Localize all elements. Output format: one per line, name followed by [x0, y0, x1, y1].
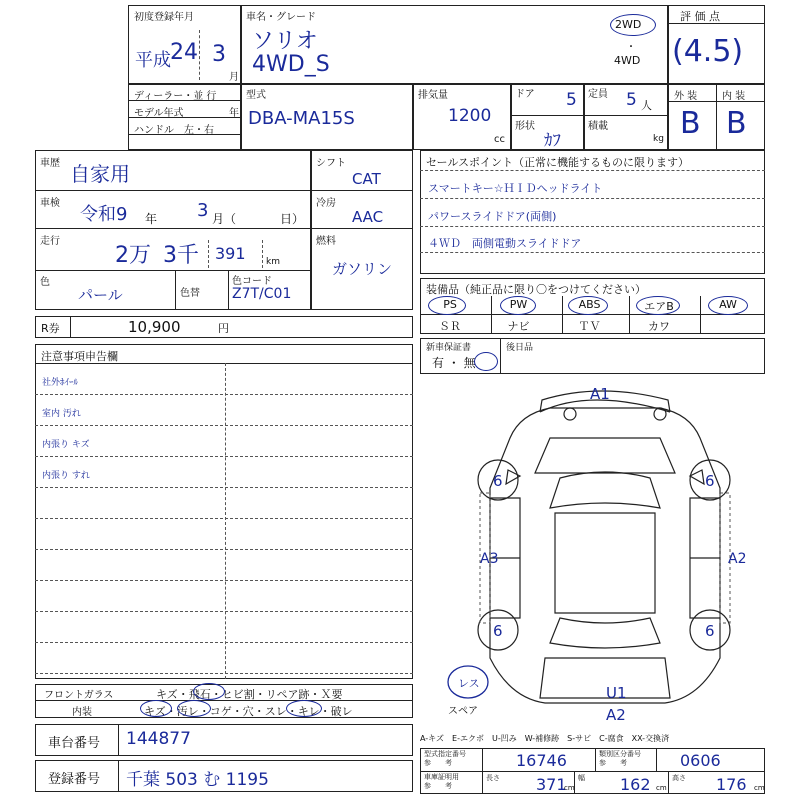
height-unit: cm — [754, 784, 765, 792]
inspection-month: 3 — [197, 200, 209, 221]
equip-navi: ナビ — [507, 320, 530, 333]
interior-damage-label: 内装 — [72, 707, 92, 718]
note-rule-line — [35, 642, 413, 643]
shift-value: CAT — [352, 170, 381, 188]
type-value: DBA-MA15S — [248, 108, 355, 129]
registration-label: 登録番号 — [48, 772, 101, 787]
note-rule-line — [35, 580, 413, 581]
eval-label: 評 価 点 — [680, 10, 720, 23]
drive-4wd: 4WD — [614, 54, 641, 67]
interior-damage-options: キズ・汚レ・コゲ・穴・スレ・キレ・破レ — [144, 705, 353, 718]
chassis-label: 車台番号 — [48, 736, 101, 751]
damage-diagram — [420, 378, 765, 723]
fuel-value: ガソリン — [332, 260, 393, 278]
exterior-grade: B — [680, 106, 701, 141]
capacity-value: 5 — [626, 90, 637, 110]
reg-date-label: 初度登録年月 — [134, 12, 194, 23]
color-value: パール — [78, 286, 123, 304]
tire-rear-left: 6 — [493, 622, 503, 640]
equip-leather: カワ — [648, 320, 670, 333]
damage-u1: U1 — [606, 684, 627, 702]
stone-chip-circle — [193, 683, 225, 700]
shape-label: 形状 — [515, 121, 535, 132]
damage-a2-rear: A2 — [606, 706, 626, 723]
damage-a3: A3 — [480, 551, 499, 567]
cert-label: 車庫証明用 参 考 — [424, 773, 459, 790]
class-value: 0606 — [680, 751, 721, 770]
load-label: 積載 — [588, 121, 608, 132]
displacement-label: 排気量 — [418, 90, 448, 101]
type-cert-label: 型式指定番号 参 考 — [424, 750, 466, 767]
fuel-label: 燃料 — [316, 236, 336, 247]
inspection-era: 令和9 — [80, 204, 128, 225]
note-rule-line — [35, 611, 413, 612]
spare-label: スペア — [448, 706, 478, 717]
warranty-label: 新車保証書 — [426, 343, 472, 353]
equip-abs: ABS — [578, 298, 601, 311]
equip-sr: ＳＲ — [439, 320, 461, 333]
class-label: 類別区分番号 参 考 — [599, 750, 641, 767]
ac-value: AAC — [352, 208, 384, 226]
inspection-month-unit: 月（ — [212, 212, 237, 226]
displacement-unit: cc — [494, 134, 505, 145]
warranty-none-circle — [474, 352, 498, 371]
manual-label: 後日品 — [506, 343, 534, 353]
note-line-4: 内張り すれ — [42, 471, 90, 481]
type-cert-value: 16746 — [516, 751, 567, 770]
type-label: 型式 — [246, 90, 266, 101]
registration-value: 千葉 503 む 1195 — [126, 770, 269, 790]
equip-tv: ＴＶ — [578, 320, 601, 333]
reg-month-unit: 月 — [229, 72, 239, 83]
damage-legend: A-キズ E-エクボ U-凹み W-補修跡 S-サビ C-腐食 XX-交換済 — [420, 734, 670, 743]
dealer-label: ディーラー・並 行 — [134, 91, 217, 102]
interior-stain-circle — [177, 700, 211, 717]
note-line-1: 社外ﾎｲｰﾙ — [42, 378, 79, 388]
mileage-label: 走行 — [40, 236, 60, 247]
reg-era: 平成 — [135, 50, 171, 71]
mileage-rest: 391 — [215, 244, 246, 263]
equip-ps: PS — [443, 298, 457, 311]
interior-label: 内 装 — [722, 91, 746, 102]
shape-value: ｶﾌ — [544, 131, 561, 151]
interior-grade: B — [726, 106, 747, 141]
warranty-value: 有 ・ 無 — [432, 356, 476, 370]
recycle-unit: 円 — [218, 322, 229, 335]
length-label: 長さ — [486, 774, 500, 782]
height-label: 高さ — [672, 774, 686, 782]
door-value: 5 — [566, 90, 577, 110]
drive-dot: ・ — [626, 42, 636, 53]
door-label: ドア — [515, 89, 535, 100]
interior-rub-circle — [286, 700, 322, 717]
mileage-unit: km — [266, 257, 280, 267]
recycle-label: R券 — [41, 322, 60, 335]
inspection-day-unit: 日） — [280, 212, 305, 226]
inspection-label: 車検 — [40, 198, 60, 209]
handle-label: ハンドル 左・右 — [134, 125, 214, 136]
eval-score: (4.5) — [672, 34, 744, 69]
note-rule-line — [35, 394, 413, 395]
tire-rear-right: 6 — [705, 622, 715, 640]
model-year-unit: 年 — [229, 108, 239, 119]
tire-front-right: 6 — [705, 472, 715, 490]
mileage-sen: 3千 — [163, 243, 199, 268]
note-line-2: 室内 汚れ — [42, 409, 81, 419]
interior-scratch-circle — [140, 700, 172, 717]
model-year-label: モデル年式 — [134, 108, 184, 119]
ac-label: 冷房 — [316, 198, 336, 209]
length-unit: cm — [564, 784, 575, 792]
front-glass-label: フロントガラス — [44, 690, 114, 701]
note-line-3: 内張り キズ — [42, 440, 90, 450]
sales-point-2: パワースライドドア(両側) — [428, 210, 557, 223]
history-label: 車歴 — [40, 158, 60, 169]
width-label: 幅 — [578, 774, 585, 782]
equip-aw: AW — [719, 298, 737, 311]
equipment-title: 装備品（純正品に限り〇をつけてください） — [426, 283, 646, 296]
length-value: 371 — [536, 775, 567, 794]
car-name-label: 車名・グレード — [246, 12, 316, 23]
note-rule-line — [35, 456, 413, 457]
tire-front-left: 6 — [493, 472, 503, 490]
color-label: 色 — [40, 277, 50, 288]
inspection-year-unit: 年 — [145, 212, 158, 226]
width-unit: cm — [656, 784, 667, 792]
note-rule-line — [35, 518, 413, 519]
drive-2wd: 2WD — [615, 18, 642, 31]
damage-a1: A1 — [590, 385, 610, 403]
height-value: 176 — [716, 775, 747, 794]
notes-title: 注意事項申告欄 — [41, 350, 118, 363]
color-code-value: Z7T/C01 — [232, 286, 292, 302]
capacity-label: 定員 — [588, 89, 608, 100]
exterior-label: 外 装 — [674, 91, 698, 102]
sales-point-3: ４ＷＤ 両側電動スライドドア — [428, 237, 582, 250]
load-unit: kg — [653, 134, 664, 144]
mileage-man: 2万 — [115, 243, 151, 268]
note-rule-line — [35, 425, 413, 426]
displacement-value: 1200 — [448, 106, 492, 126]
width-value: 162 — [620, 775, 651, 794]
color-change-label: 色替 — [180, 288, 200, 299]
reg-month: 3 — [212, 42, 226, 67]
capacity-unit: 人 — [641, 99, 652, 112]
spare-mark: レス — [458, 677, 480, 690]
front-glass-options: キズ・飛石・ヒビ割・リペア跡・Ｘ要 — [156, 688, 343, 701]
damage-a2-side: A2 — [728, 551, 747, 567]
sales-points-title: セールスポイント（正常に機能するものに限ります） — [426, 156, 690, 169]
shift-label: シフト — [316, 158, 346, 169]
note-rule-line — [35, 673, 413, 674]
chassis-value: 144877 — [126, 729, 191, 749]
sales-point-1: スマートキー☆ＨＩＤヘッドライト — [428, 182, 603, 195]
history-value: 自家用 — [70, 162, 130, 186]
color-code-label: 色コード — [232, 276, 272, 287]
note-rule-line — [35, 487, 413, 488]
car-grade: 4WD_S — [252, 52, 330, 77]
reg-year: 24 — [170, 40, 198, 65]
recycle-value: 10,900 — [128, 318, 181, 336]
note-rule-line — [35, 549, 413, 550]
equip-pw: PW — [509, 298, 528, 311]
equip-airbag: エアB — [644, 300, 674, 313]
car-name: ソリオ — [252, 29, 318, 54]
